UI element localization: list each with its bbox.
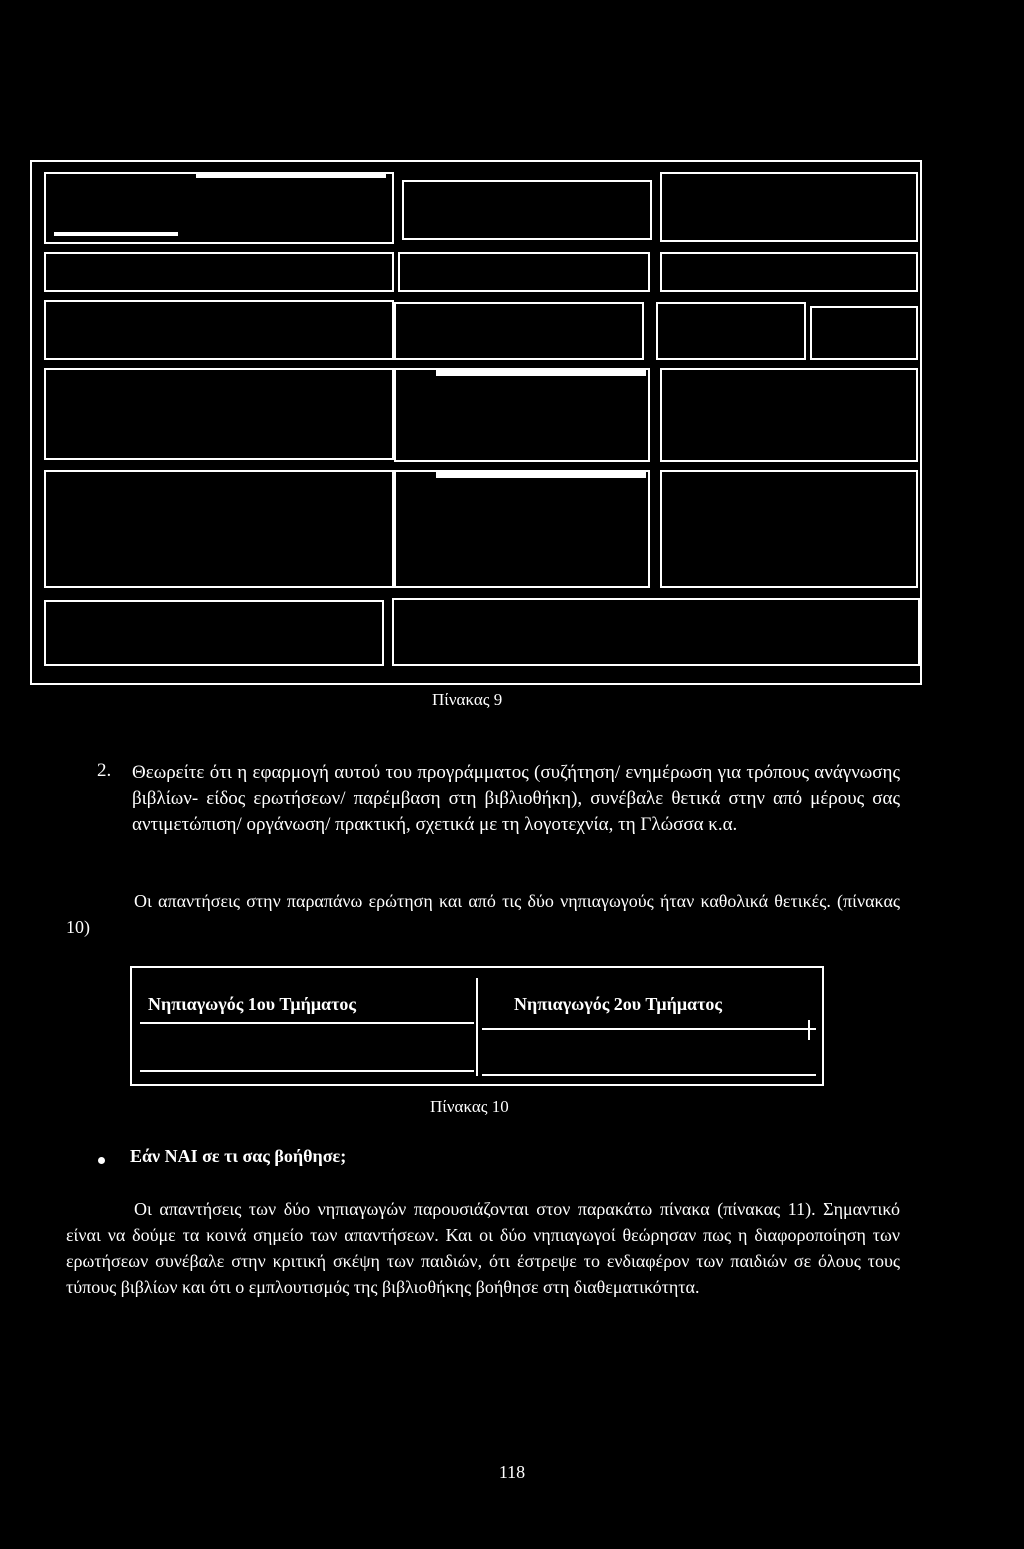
table9-cell [394,302,644,360]
table9-cell [394,368,650,462]
table9-cell [44,252,394,292]
table9-cell [660,252,918,292]
table10-col1-header: Νηπιαγωγός 1ου Τμήματος [148,994,356,1014]
question-number: 2. [97,760,112,781]
table9-cell [44,600,384,666]
table10-col2-header: Νηπιαγωγός 2ου Τμήματος [514,994,722,1014]
table9-caption: Πίνακας 9 [432,690,503,709]
table9-cell [44,368,394,460]
table9-cell [660,172,918,242]
closing-paragraph-text: Οι απαντήσεις των δύο νηπιαγωγών παρουσιάζονται στον παρακάτω πίνακα (πίνακας 11). Σημαντικό είναι να δούμε τα κοινά σημείο των απαντήσεων. Και οι δύο νηπιαγωγοί θεώρησαν πως η διαφοροποίηση των ερωτήσεων συνέβαλε στην κριτική σκέψη των παιδιών, ότι έστρεψε το ενδιαφέρον των παιδιών σε όλους τους τύπους βιβλίων και ότι ο εμπλουτισμός της βιβλιοθήκης βοήθησε στη διαθεματικότητα. [66,1199,900,1297]
table9-cell [810,306,918,360]
table9-cell [656,302,806,360]
table9-cell [402,180,652,240]
table9-cell [660,368,918,462]
bullet-icon [98,1157,105,1164]
table9-cell [44,300,394,360]
table9-cell [394,470,650,588]
answer-paragraph-text: Οι απαντήσεις στην παραπάνω ερώτηση και από τις δύο νηπιαγωγούς ήταν καθολικά θετικές. (πίνακας 10) [66,891,900,937]
table9-cell [398,252,650,292]
question-text: Θεωρείτε ότι η εφαρμογή αυτού του προγράμματος (συζήτηση/ ενημέρωση για τρόπους ανάγνωσης βιβλίων- είδος ερωτήσεων/ παρέμβαση στη βιβλιοθήκη), συνέβαλε θετικά στην από μέρους σας αντιμετώπιση/ οργάνωση/ πρακτική, σχετικά με τη λογοτεχνία, τη Γλώσσα κ.α. [132,762,900,835]
closing-paragraph [66,1196,900,1300]
table9-cell [660,470,918,588]
bullet-question: Εάν ΝΑΙ σε τι σας βοήθησε; [130,1146,347,1166]
page-number: 118 [498,1462,526,1482]
table9-cell [44,470,394,588]
table10-caption: Πίνακας 10 [430,1097,509,1116]
table9-cell [392,598,920,666]
answer-paragraph [66,888,900,940]
